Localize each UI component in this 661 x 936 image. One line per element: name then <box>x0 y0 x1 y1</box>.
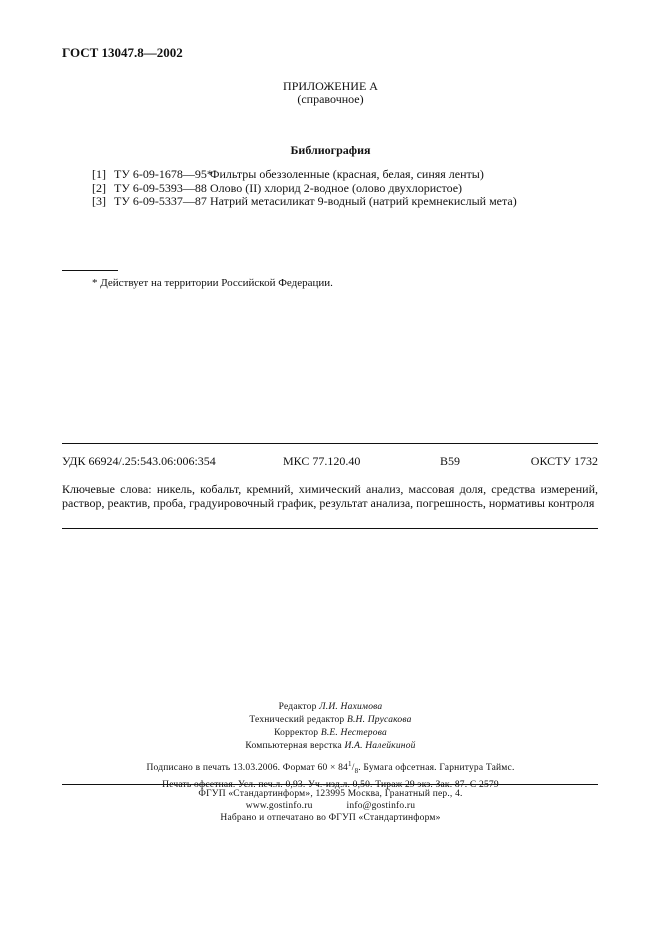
credit-name: Л.И. Нахимова <box>319 702 383 712</box>
bibliography-item <box>92 168 517 182</box>
bib-number: [1] <box>92 167 106 181</box>
publisher-site: www.gostinfo.ru <box>245 801 313 811</box>
credit-role: Технический редактор <box>249 715 345 725</box>
publisher-email: info@gostinfo.ru <box>346 801 416 811</box>
print-info-line1: Подписано в печать 13.03.2006. Формат $60 \times 84^1/_8$. Бумага офсетная. Гарнитура Таймс. <box>146 760 515 776</box>
top-divider <box>62 443 598 444</box>
credit-line <box>0 727 661 740</box>
bib-text: Олово (II) хлорид 2-водное (олово двухлористое) <box>210 180 463 195</box>
credit-line <box>0 714 661 727</box>
credit-line <box>0 740 661 753</box>
bib-text: Фильтры обеззоленные (красная, белая, синяя ленты) <box>210 167 484 181</box>
bibliography-item <box>92 182 517 196</box>
bib-number: [3] <box>92 194 106 208</box>
udk-code: УДК 66924/.25:543.06:006:354 <box>62 454 216 468</box>
bib-number: [2] <box>92 180 106 195</box>
bib-code: ТУ 6-09-1678—95* <box>114 167 213 181</box>
appendix-title: ПРИЛОЖЕНИЕ А <box>283 79 378 93</box>
credit-role: Компьютерная верстка <box>245 741 342 751</box>
bibliography-list <box>92 168 517 209</box>
credit-role: Корректор <box>274 728 319 738</box>
bibliography-title: Библиография <box>290 143 371 157</box>
publisher-block <box>0 788 661 824</box>
bib-code: ТУ 6-09-5393—88 <box>114 180 207 195</box>
credit-line <box>0 701 661 714</box>
footnote: * Действует на территории Российской Федерации. <box>92 277 333 289</box>
okstu-code: ОКСТУ 1732 <box>530 454 598 468</box>
keywords-divider <box>62 528 598 529</box>
publisher-address: ФГУП «Стандартинформ», 123995 Москва, Гранатный пер., 4. <box>198 789 463 799</box>
footnote-divider <box>62 270 118 271</box>
mks-code: МКС 77.120.40 <box>283 454 361 468</box>
publisher-imprint: Набрано и отпечатано во ФГУП «Стандартинформ» <box>220 813 441 823</box>
bib-code: ТУ 6-09-5337—87 <box>114 194 207 208</box>
credits-block <box>0 701 661 753</box>
credit-name: И.А. Налейкиной <box>344 741 416 751</box>
print-info-line2: Печать офсетная. Усл. печ.л. 0,93. Уч.-изд.л. 0,50. Тираж 29 экз. Зак. 87. С 2579 <box>162 780 499 791</box>
document-header: ГОСТ 13047.8—2002 <box>62 45 183 60</box>
bottom-divider <box>62 784 598 785</box>
bib-text: Натрий метасиликат 9-водный (натрий кремнекислый мета) <box>210 194 517 208</box>
credit-name: В.Е. Нестерова <box>320 728 387 738</box>
print-info <box>0 757 661 792</box>
credit-name: В.Н. Прусакова <box>346 715 412 725</box>
group-code: В59 <box>440 454 461 468</box>
bibliography-item <box>92 195 517 209</box>
keywords: Ключевые слова: никель, кобальт, кремний, химический анализ, массовая доля, средства измерений, раствор, реактив, проба, градуировочный график, результат анализа, погрешность, нормативы контроля <box>62 482 598 510</box>
credit-role: Редактор <box>278 702 317 712</box>
publisher-contacts <box>0 800 661 812</box>
appendix-heading <box>0 80 661 106</box>
appendix-subtitle: (справочное) <box>297 92 364 106</box>
